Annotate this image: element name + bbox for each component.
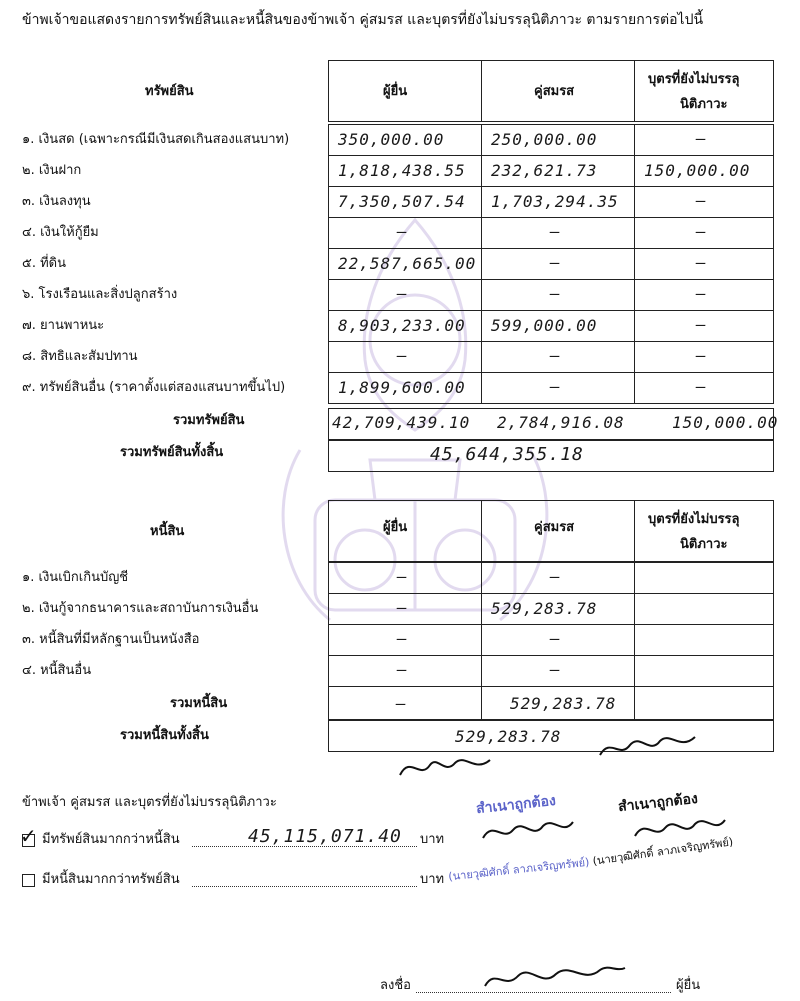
assets-row-label: ๙. ทรัพย์สินอื่น (ราคาตั้งแต่สองแสนบาทขึ้นไป) <box>22 380 286 395</box>
more-debts-label: มีหนี้สินมากกว่าทรัพย์สิน <box>42 872 180 887</box>
liab-header-children-line2: นิติภาวะ <box>680 537 728 552</box>
assets-header-children-line1: บุตรที่ยังไม่บรรลุ <box>648 72 740 87</box>
assets-value-children: — <box>696 253 707 272</box>
assets-value-declarant: — <box>397 284 408 303</box>
assets-value-spouse: — <box>550 377 561 396</box>
liab-total-children-box <box>634 686 774 720</box>
assets-value-children: — <box>696 284 707 303</box>
assets-value-declarant: 7,350,507.54 <box>338 192 466 211</box>
intro-text: ข้าพเจ้าขอแสดงรายการทรัพย์สินและหนี้สินของข้าพเจ้า คู่สมรส และบุตรที่ยังไม่บรรลุนิติภาวะ ตามรายการต่อไปนี้ <box>22 12 704 28</box>
assets-value-declarant: — <box>397 346 408 365</box>
assets-value-children: — <box>696 377 707 396</box>
more-assets-unit: บาท <box>420 832 445 847</box>
certified-name-stamp-1: (นายวุฒิศักดิ์ ลาภเจริญทรัพย์) <box>447 855 590 884</box>
more-assets-label: มีทรัพย์สินมากกว่าหนี้สิน <box>42 832 180 847</box>
more-assets-value[interactable]: 45,115,071.40 <box>248 826 402 847</box>
assets-total-spouse: 2,784,916.08 <box>497 413 625 432</box>
assets-header-item: ทรัพย์สิน <box>145 84 194 99</box>
assets-total-declarant: 42,709,439.10 <box>332 413 471 432</box>
liabilities-cell-children <box>634 655 774 687</box>
liabilities-value-declarant: — <box>397 598 408 617</box>
assets-total-children: 150,000.00 <box>672 413 779 432</box>
liabilities-value-declarant: — <box>397 567 408 586</box>
signature-scribble-1 <box>395 745 505 785</box>
assets-row-label: ๓. เงินลงทุน <box>22 194 91 209</box>
assets-row-label: ๑. เงินสด (เฉพาะกรณีมีเงินสดเกินสองแสนบาท) <box>22 132 290 147</box>
liabilities-row-label: ๑. เงินเบิกเกินบัญชี <box>22 570 129 585</box>
assets-value-children: — <box>696 346 707 365</box>
signature-scribble-main <box>480 958 630 994</box>
liabilities-value-spouse: — <box>550 629 561 648</box>
liabilities-cell-children <box>634 593 774 625</box>
assets-value-spouse: 599,000.00 <box>491 316 598 335</box>
liab-header-spouse-label: คู่สมรส <box>534 520 575 535</box>
assets-grand-total-label: รวมทรัพย์สินทั้งสิ้น <box>120 445 224 460</box>
signature-scribble-2 <box>595 725 705 765</box>
assets-value-spouse: — <box>550 346 561 365</box>
liabilities-value-declarant: — <box>397 629 408 648</box>
more-debts-unit: บาท <box>420 872 445 887</box>
more-debts-checkbox[interactable] <box>22 874 35 887</box>
assets-value-children: — <box>696 129 707 148</box>
liabilities-cell-children <box>634 562 774 594</box>
assets-value-spouse: — <box>550 253 561 272</box>
assets-value-spouse: — <box>550 222 561 241</box>
liabilities-row-label: ๒. เงินกู้จากธนาคารและสถาบันการเงินอื่น <box>22 601 259 616</box>
assets-row-label: ๔. เงินให้กู้ยืม <box>22 225 99 240</box>
assets-value-declarant: 1,818,438.55 <box>338 161 466 180</box>
liab-grand-total-value: 529,283.78 <box>455 727 562 746</box>
certified-copy-stamp-2: สำเนาถูกต้อง <box>617 790 699 816</box>
assets-row-label: ๖. โรงเรือนและสิ่งปลูกสร้าง <box>22 287 178 302</box>
assets-value-children: — <box>696 191 707 210</box>
signature-prefix: ลงชื่อ <box>380 978 411 993</box>
liab-total-declarant: — <box>396 694 407 713</box>
liabilities-cell-children <box>634 624 774 656</box>
assets-value-children: — <box>696 315 707 334</box>
assets-header-declarant-label: ผู้ยื่น <box>383 84 408 99</box>
assets-row-label: ๒. เงินฝาก <box>22 163 82 178</box>
assets-value-declarant: 8,903,233.00 <box>338 316 466 335</box>
certified-copy-stamp-1: สำเนาถูกต้อง <box>475 792 557 818</box>
assets-value-children: 150,000.00 <box>644 161 751 180</box>
assets-value-declarant: 350,000.00 <box>338 130 445 149</box>
assets-grand-total-value: 45,644,355.18 <box>430 444 584 465</box>
liabilities-value-spouse: — <box>550 567 561 586</box>
assets-header-spouse-label: คู่สมรส <box>534 84 575 99</box>
assets-value-declarant: 1,899,600.00 <box>338 378 466 397</box>
liabilities-value-declarant: — <box>397 660 408 679</box>
assets-value-spouse: 250,000.00 <box>491 130 598 149</box>
signature-suffix: ผู้ยื่น <box>676 978 701 993</box>
assets-row-label: ๘. สิทธิและสัมปทาน <box>22 349 138 364</box>
liab-header-declarant-label: ผู้ยื่น <box>383 520 408 535</box>
assets-value-declarant: 22,587,665.00 <box>338 254 477 273</box>
liab-header-children-line1: บุตรที่ยังไม่บรรลุ <box>648 512 740 527</box>
assets-value-declarant: — <box>397 222 408 241</box>
liab-grand-total-label: รวมหนี้สินทั้งสิ้น <box>120 728 209 743</box>
assets-total-label: รวมทรัพย์สิน <box>173 413 245 428</box>
check-mark-icon: ✓ <box>20 824 37 848</box>
assets-row-label: ๕. ที่ดิน <box>22 256 67 271</box>
liabilities-row-label: ๔. หนี้สินอื่น <box>22 663 92 678</box>
summary-heading: ข้าพเจ้า คู่สมรส และบุตรที่ยังไม่บรรลุนิติภาวะ <box>22 795 277 810</box>
assets-value-spouse: 1,703,294.35 <box>491 192 619 211</box>
assets-value-spouse: 232,621.73 <box>491 161 598 180</box>
assets-value-children: — <box>696 222 707 241</box>
liabilities-value-spouse: 529,283.78 <box>491 599 598 618</box>
assets-header-children-line2: นิติภาวะ <box>680 97 728 112</box>
certified-name-stamp-2: (นายวุฒิศักดิ์ ลาภเจริญทรัพย์) <box>591 835 734 868</box>
liab-total-spouse: 529,283.78 <box>510 694 617 713</box>
liabilities-row-label: ๓. หนี้สินที่มีหลักฐานเป็นหนังสือ <box>22 632 200 647</box>
signature-scribble-4 <box>630 810 730 846</box>
signature-scribble-3 <box>478 812 578 848</box>
more-debts-line <box>192 886 417 887</box>
assets-row-label: ๗. ยานพาหนะ <box>22 318 105 333</box>
liab-total-label: รวมหนี้สิน <box>170 696 228 711</box>
liab-header-item: หนี้สิน <box>150 524 185 539</box>
assets-value-spouse: — <box>550 284 561 303</box>
liabilities-value-spouse: — <box>550 660 561 679</box>
